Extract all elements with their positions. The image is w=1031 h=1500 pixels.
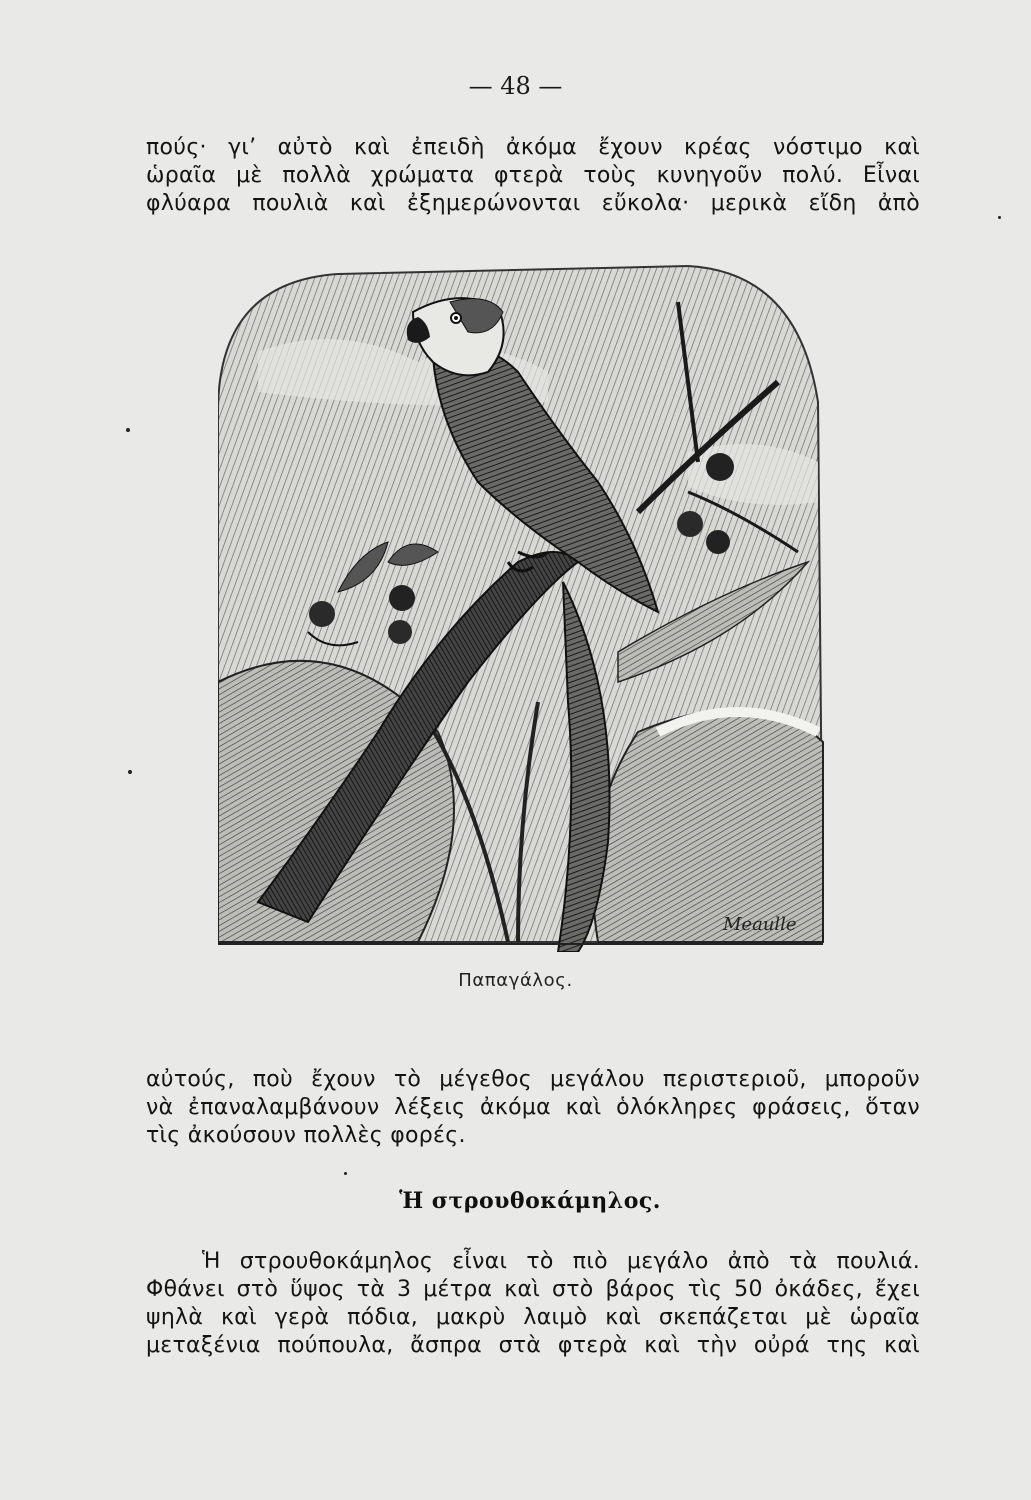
text-line: Φθάνει στὸ ὕψος τὰ 3 μέτρα καὶ στὸ βάρος τὶς 50 ὀκάδες, ἔχει [146,1277,920,1302]
print-speck [998,216,1001,219]
print-speck [126,428,130,432]
parrot-illustration [218,262,826,952]
text-line: Ἡ στρουθοκάμηλος εἶναι τὸ πιὸ μεγάλο ἀπὸ τὰ πουλιά. [202,1249,920,1274]
paragraph-bottom [146,1248,920,1360]
parrot-engraving-image [218,262,826,952]
figure-caption: Παπαγάλος. [458,970,573,991]
print-speck [344,1172,347,1175]
text-line: αὐτούς, ποὺ ἔχουν τὸ μέγεθος μεγάλου περιστεριοῦ, μποροῦν [146,1067,920,1092]
paragraph-top [146,134,920,218]
text-line: ψηλὰ καὶ γερὰ πόδια, μακρὺ λαιμὸ καὶ σκεπάζεται μὲ ὡραῖα [146,1305,920,1330]
text-line: νὰ ἐπαναλαμβάνουν λέξεις ἀκόμα καὶ ὁλόκληρες φράσεις, ὅταν [146,1095,920,1120]
engraver-signature: Meaulle [723,914,797,935]
page-number: — 48 — [468,72,563,100]
text-line: πούς· γι’ αὐτὸ καὶ ἐπειδὴ ἀκόμα ἔχουν κρέας νόστιμο καὶ [146,135,920,160]
paragraph-middle [146,1066,920,1150]
text-line: μεταξένια πούπουλα, ἄσπρα στὰ φτερὰ καὶ τὴν οὐρά της καὶ [146,1333,920,1358]
text-line: φλύαρα πουλιὰ καὶ ἐξημερώνονται εὔκολα· μερικὰ εἴδη ἀπὸ [146,191,920,216]
text-line: ὡραῖα μὲ πολλὰ χρώματα φτερὰ τοὺς κυνηγοῦν πολύ. Εἶναι [146,163,920,188]
text-line: τὶς ἀκούσουν πολλὲς φορές. [146,1123,466,1148]
print-speck [128,770,132,774]
section-heading: Ἡ στρουθοκάμηλος. [399,1188,661,1214]
